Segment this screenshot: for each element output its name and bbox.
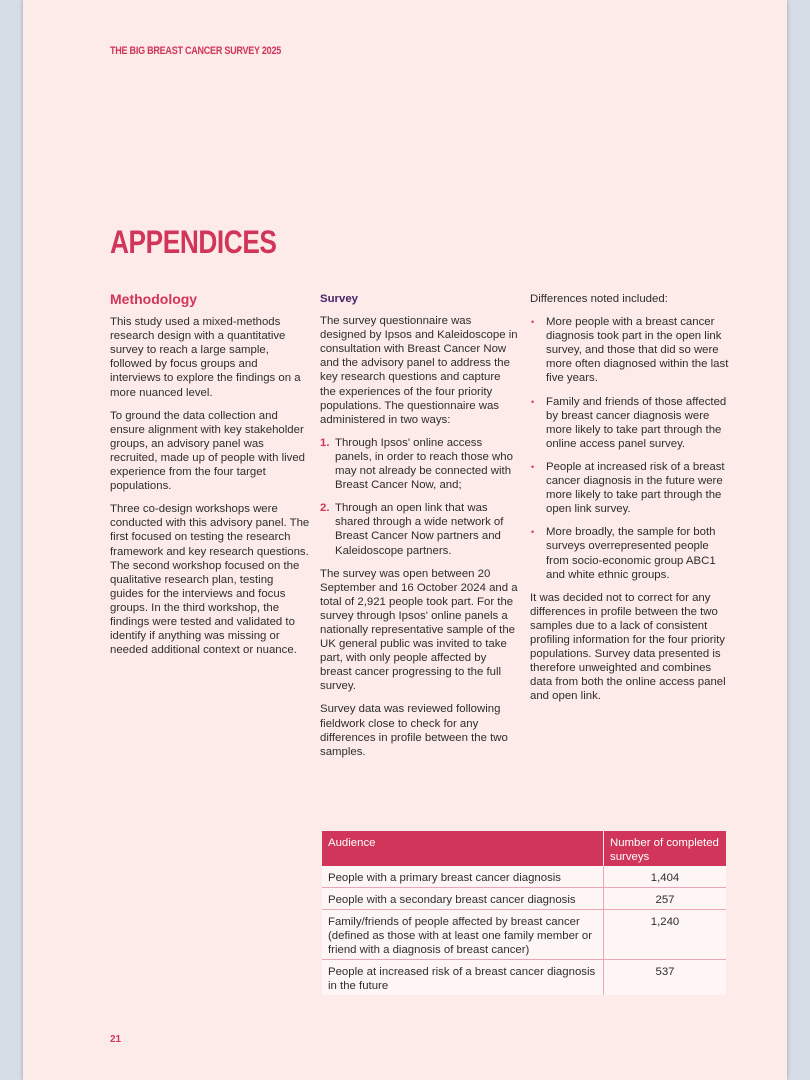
audience-cell: Family/friends of people affected by breast cancer (defined as those with at least one family member or friend with a diagnosis of breast cancer) (322, 910, 604, 960)
table-row (322, 960, 726, 996)
count-cell: 1,240 (604, 910, 727, 960)
column-header-audience: Audience (322, 831, 604, 866)
audience-cell: People with a secondary breast cancer diagnosis (322, 888, 604, 910)
survey-column (320, 292, 518, 768)
survey-intro: The survey questionnaire was designed by Ipsos and Kaleidoscope in consultation with Breast Cancer Now and the advisory panel to address the key research questions and capture the experiences of the four priority populations. The questionnaire was administered in two ways: (320, 315, 518, 426)
list-item-text: Family and friends of those affected by breast cancer diagnosis were more likely to take part through the online access panel survey. (546, 395, 727, 450)
methodology-paragraph: Three co-design workshops were conducted with this advisory panel. The first focused on testing the research framework and key research questions. The second workshop focused on the qualitative research plan, testing guides for the interviews and focus groups. In the third workshop, the findings were tested and validated to identify if anything was missing or needed additional context or nuance. (110, 503, 310, 657)
column-header-count: Number of completed surveys (604, 831, 727, 866)
audience-cell: People at increased risk of a breast cancer diagnosis in the future (322, 960, 604, 996)
list-number: 2. (320, 502, 330, 515)
page-number: 21 (110, 1034, 122, 1045)
methodology-column (110, 292, 310, 666)
list-item-text: Through an open link that was shared through a wide network of Breast Cancer Now partners and Kaleidoscope partners. (335, 502, 504, 557)
survey-methods-list (320, 436, 518, 558)
list-number: 1. (320, 436, 330, 449)
list-item (320, 436, 518, 492)
differences-list (530, 315, 732, 582)
list-item (530, 395, 732, 451)
bullet-icon: • (531, 317, 535, 328)
count-cell: 1,404 (604, 866, 727, 888)
running-header: THE BIG BREAST CANCER SURVEY 2025 (110, 45, 281, 57)
survey-paragraph: The survey was open between 20 September and 16 October 2024 and a total of 2,921 people took part. For the survey through Ipsos' online panels a nationally representative sample of the UK general public was invited to take part, with only people affected by breast cancer progressing to the full survey. (320, 567, 518, 693)
list-item-text: Through Ipsos' online access panels, in order to reach those who may not already be connected with Breast Cancer Now, and; (335, 436, 513, 492)
list-item-text: People at increased risk of a breast cancer diagnosis in the future were more likely to take part through the open link survey. (546, 460, 725, 516)
count-cell: 537 (604, 960, 727, 996)
differences-intro: Differences noted included: (530, 293, 668, 305)
bullet-icon: • (531, 461, 535, 472)
table-row (322, 910, 726, 960)
list-item-text: More broadly, the sample for both surveys overrepresented people from socio-economic group ABC1 and white ethnic groups. (546, 526, 716, 581)
list-item-text: More people with a breast cancer diagnosis took part in the open link survey, and those that did so were more often diagnosed within the last five years. (546, 316, 729, 385)
document-page (23, 0, 787, 1080)
table-row (322, 866, 726, 888)
list-item (530, 525, 732, 581)
audience-cell: People with a primary breast cancer diagnosis (322, 866, 604, 888)
list-item (320, 501, 518, 557)
survey-paragraph: Survey data was reviewed following fieldwork close to check for any differences in profile between the two samples. (320, 703, 508, 758)
page-title: APPENDICES (110, 224, 277, 260)
methodology-paragraph: To ground the data collection and ensure alignment with key stakeholder groups, an advisory panel was recruited, made up of people with lived experience from the four target populations. (110, 409, 306, 493)
differences-column (530, 292, 732, 712)
list-item (530, 315, 732, 385)
table-row (322, 888, 726, 910)
survey-heading: Survey (320, 293, 358, 305)
audience-table (322, 831, 726, 995)
differences-conclusion: It was decided not to correct for any differences in profile between the two samples due to a lack of consistent profiling information for the four priority populations. Survey data presented is therefore unweighted and combines data from both the online access panel and open link. (530, 591, 726, 703)
bullet-icon: • (531, 396, 535, 407)
table-header-row (322, 831, 726, 866)
methodology-heading: Methodology (110, 291, 198, 307)
list-item (530, 460, 732, 516)
count-cell: 257 (604, 888, 727, 910)
bullet-icon: • (531, 527, 535, 538)
methodology-paragraph: This study used a mixed-methods research design with a quantitative survey to reach a large sample, followed by focus groups and interviews to explore the findings on a more nuanced level. (110, 316, 301, 399)
